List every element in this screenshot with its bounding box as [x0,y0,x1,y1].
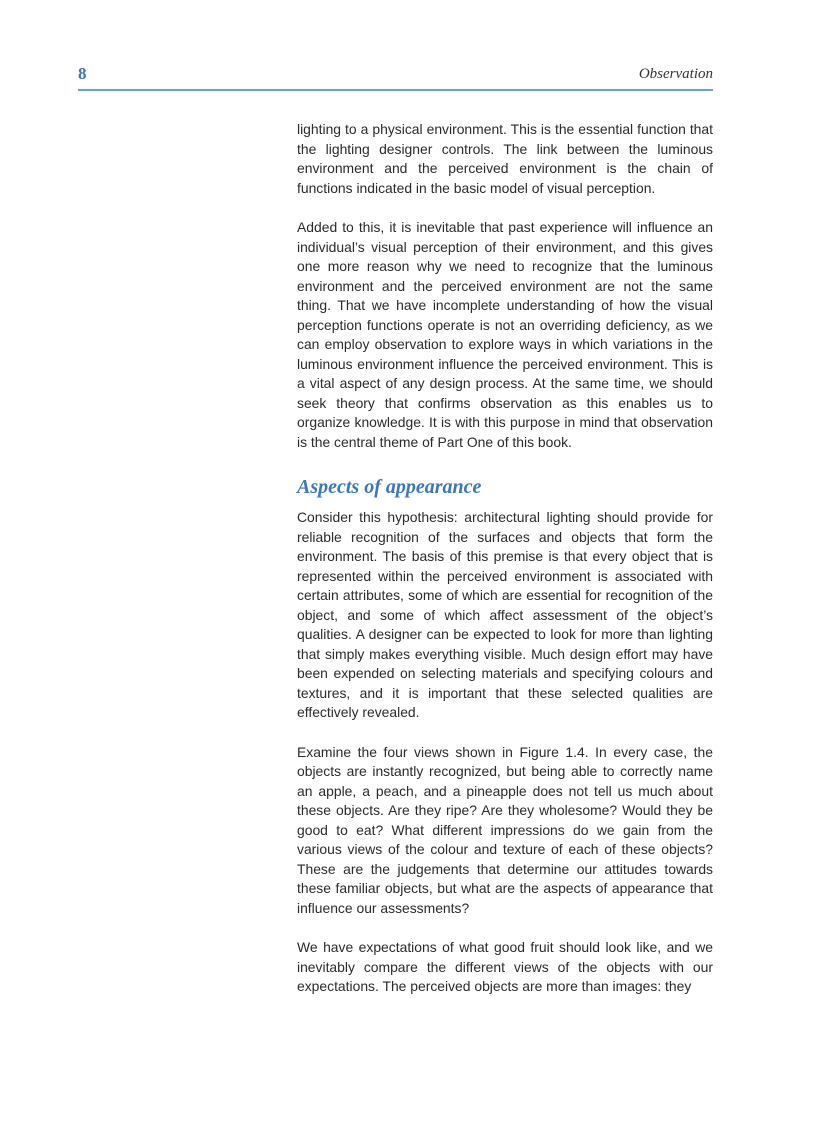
paragraph-gap [297,723,713,743]
paragraph: lighting to a physical environment. This is the essential function that the lighting designer controls. The link between the luminous environment and the perceived environment is the chain of functions indicated in the basic model of visual perception. [297,121,713,196]
paragraph: Consider this hypothesis: architectural lighting should provide for reliable recognition of the surfaces and objects that form the environment. The basis of this premise is that every object that is represented within the perceived environment is associated with certain attributes, some of which are essential for recognition of the object, and some of which affect assessment of the object’s qualities. A designer can be expected to look for more than lighting that simply makes everything visible. Much design effort may have been expended on selecting materials and specifying colours and textures, and it is important that these selected qualities are effectively revealed. [297,509,713,720]
paragraph-gap [297,918,713,938]
header-rule [78,89,713,91]
page-number: 8 [78,64,87,83]
body-column [297,120,713,997]
paragraph: Added to this, it is inevitable that past experience will influence an individual’s visual perception of their environment, and this gives one more reason why we need to recognize that the luminous environment and the perceived environment are not the same thing. That we have incomplete understanding of how the visual perception functions operate is not an overriding deficiency, as we can employ observation to explore ways in which variations in the luminous environment influence the perceived environment. This is a vital aspect of any design process. At the same time, we should seek theory that confirms observation as this enables us to organize knowledge. It is with this purpose in mind that observation is the central theme of Part One of this book. [297,219,713,450]
section-heading: Aspects of appearance [297,476,482,498]
running-head [78,64,713,92]
paragraph: Examine the four views shown in Figure 1.4. In every case, the objects are instantly recognized, but being able to correctly name an apple, a peach, and a pineapple does not tell us much about these objects. Are they ripe? Are they wholesome? Would they be good to eat? What different impressions do we gain from the various views of the colour and texture of each of these objects? These are the judgements that determine our attitudes towards these familiar objects, but what are the aspects of appearance that influence our assessments? [297,743,713,916]
paragraph: We have expectations of what good fruit should look like, and we inevitably compare the different views of the objects with our expectations. The perceived objects are more than images: they [297,939,713,994]
paragraph-gap [297,198,713,218]
running-title: Observation [638,66,713,82]
